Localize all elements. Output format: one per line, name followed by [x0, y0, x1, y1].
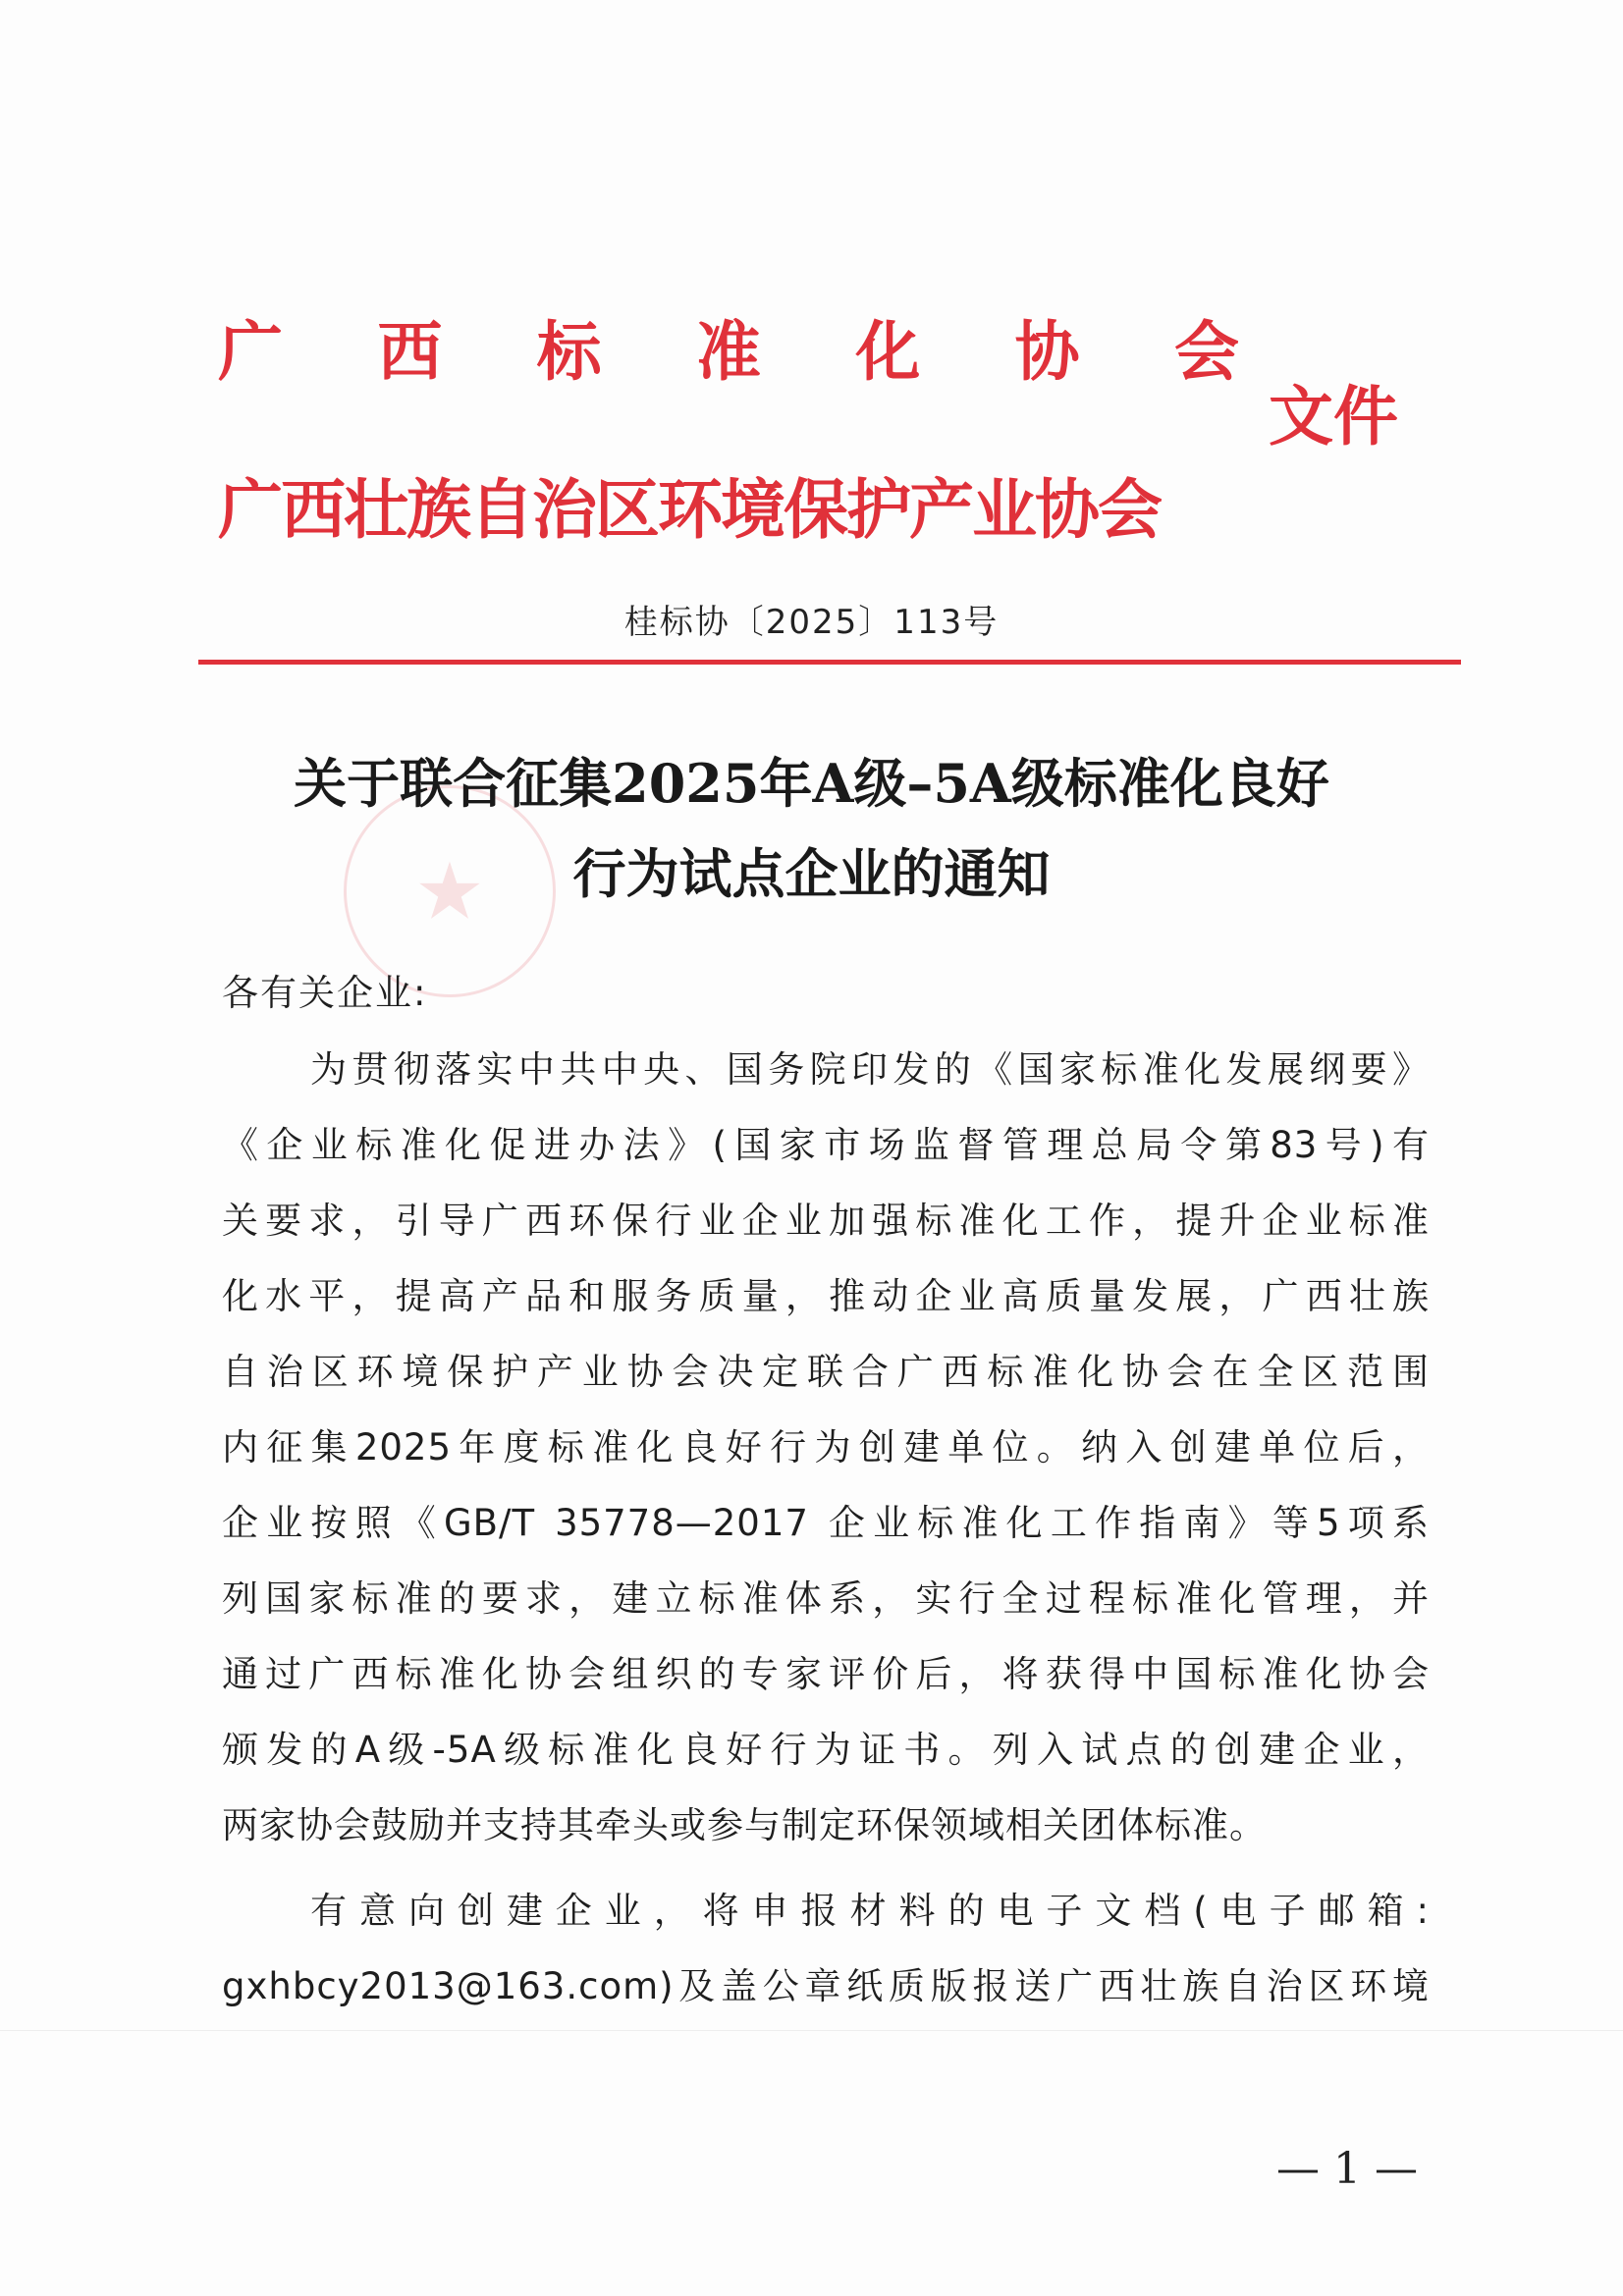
scan-artifact-line: [0, 2030, 1623, 2031]
title-line-2: 行为试点企业的通知: [572, 842, 1051, 905]
org1-char: 会: [1173, 313, 1239, 390]
document-number: 桂标协〔2025〕113号: [623, 603, 1000, 642]
body-line: 化水平，提高产品和服务质量，推动企业高质量发展，广西壮族: [222, 1275, 1430, 1317]
body-line: 关要求，引导广西环保行业企业加强标准化工作，提升企业标准: [222, 1200, 1430, 1242]
org1-char: 广: [218, 313, 283, 390]
org1-char: 标: [536, 313, 602, 390]
document-type-label: 文件: [1269, 378, 1398, 454]
body-line: 通过广西标准化协会组织的专家评价后，将获得中国标准化协会: [222, 1653, 1430, 1695]
body-line: gxhbcy2013@163.com)及盖公章纸质版报送广西壮族自治区环境: [222, 1965, 1430, 2007]
org-name-environmental-association: 广西壮族自治区环境保护产业协会: [218, 471, 1161, 548]
seal-star-icon: ★: [414, 845, 485, 937]
body-line: 颁发的A级-5A级标准化良好行为证书。列入试点的创建企业，: [222, 1729, 1430, 1771]
org-name-standardization-association: [218, 312, 1239, 391]
body-line: 列国家标准的要求，建立标准体系，实行全过程标准化管理，并: [222, 1577, 1430, 1620]
body-line: 内征集2025年度标准化良好行为创建单位。纳入创建单位后，: [222, 1426, 1430, 1468]
salutation: 各有关企业:: [222, 972, 428, 1014]
body-line: 《企业标准化促进办法》(国家市场监督管理总局令第83号)有: [222, 1124, 1430, 1166]
body-line: 有意向创建企业，将申报材料的电子文档(电子邮箱:: [310, 1890, 1430, 1932]
body-text: [222, 1042, 1430, 2035]
org1-char: 准: [695, 313, 761, 390]
org1-char: 西: [377, 313, 443, 390]
body-line: 自治区环境保护产业协会决定联合广西标准化协会在全区范围: [222, 1351, 1430, 1393]
header-divider: [198, 660, 1461, 665]
title-line-1: 关于联合征集2025年A级–5A级标准化良好: [294, 752, 1329, 815]
page-number: — 1 —: [1276, 2144, 1418, 2194]
body-line: 为贯彻落实中共中央、国务院印发的《国家标准化发展纲要》: [310, 1048, 1430, 1091]
body-line: 企业按照《GB/T 35778—2017 企业标准化工作指南》等5项系: [222, 1502, 1430, 1544]
body-line: 两家协会鼓励并支持其牵头或参与制定环保领域相关团体标准。: [222, 1804, 1267, 1846]
org1-char: 协: [1014, 313, 1080, 390]
notice-title: [147, 738, 1476, 919]
org1-char: 化: [855, 313, 921, 390]
